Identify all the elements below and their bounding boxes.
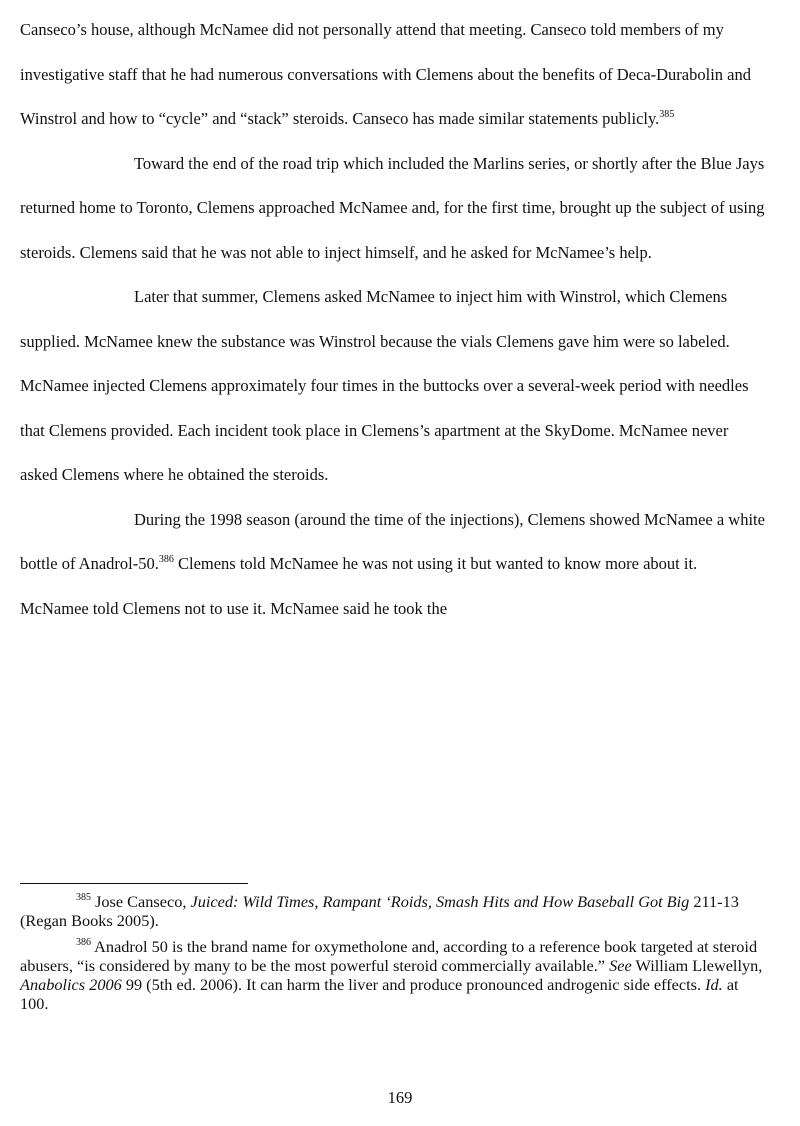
footnote-number: 385 — [76, 892, 91, 903]
footnotes — [20, 892, 764, 1020]
book-title: Juiced: Wild Times, Rampant ‘Roids, Smash Hits and How Baseball Got Big — [190, 892, 690, 911]
id-signal: Id. — [705, 975, 723, 994]
page-number: 169 — [387, 1088, 413, 1107]
paragraph-1: Canseco’s house, although McNamee did not personally attend that meeting. Canseco told members of my investigative staff that he had numerous conversations with Clemens about the benefits of Deca-Durabolin and Winstrol and how to “cycle” and “stack” steroids. Canseco has made similar statements publicly.$^{385}$ — [20, 20, 751, 128]
footnote-divider — [20, 883, 248, 884]
paragraph-3: Later that summer, Clemens asked McNamee to inject him with Winstrol, which Clemens supplied. McNamee knew the substance was Winstrol because the vials Clemens gave him were so labeled. McNamee injected Clemens approximately four times in the buttocks over a several-week period with needles that Clemens provided. Each incident took place in Clemens’s apartment at the SkyDome. McNamee never asked Clemens where he obtained the steroids. — [20, 287, 749, 484]
paragraph-2: Toward the end of the road trip which included the Marlins series, or shortly after the Blue Jays returned home to Toronto, Clemens approached McNamee and, for the first time, brought up the subject of using steroids. Clemens said that he was not able to inject himself, and he asked for McNamee’s help. — [20, 153, 765, 262]
book-title: Anabolics 2006 — [20, 975, 122, 994]
footnote-385: $^{385}$ Jose Canseco, Juiced: Wild Times, Rampant ‘Roids, Smash Hits and How Baseball Got Big 211-13 (Regan Books 2005). — [20, 892, 739, 930]
citation-signal: See — [609, 956, 632, 975]
body-text — [20, 8, 768, 631]
footnote-number: 386 — [76, 937, 91, 948]
footnote-ref-386[interactable]: 386 — [158, 554, 174, 565]
footnote-386: $^{386}$ Anadrol 50 is the brand name for oxymetholone and, according to a reference book targeted at steroid abusers, “is considered by many to be the most powerful steroid commercially available.” See William Llewellyn, Anabolics 2006 99 (5th ed. 2006). It can harm the liver and produce pronounced androgenic side effects. Id. at 100. — [20, 937, 763, 1013]
footnote-ref-385[interactable]: 385 — [659, 109, 675, 120]
paragraph-4: During the 1998 season (around the time of the injections), Clemens showed McNamee a white bottle of Anadrol-50.$^{386}$ Clemens told McNamee he was not using it but wanted to know more about it. McNamee told Clemens not to use it. McNamee said he took the — [20, 509, 765, 618]
